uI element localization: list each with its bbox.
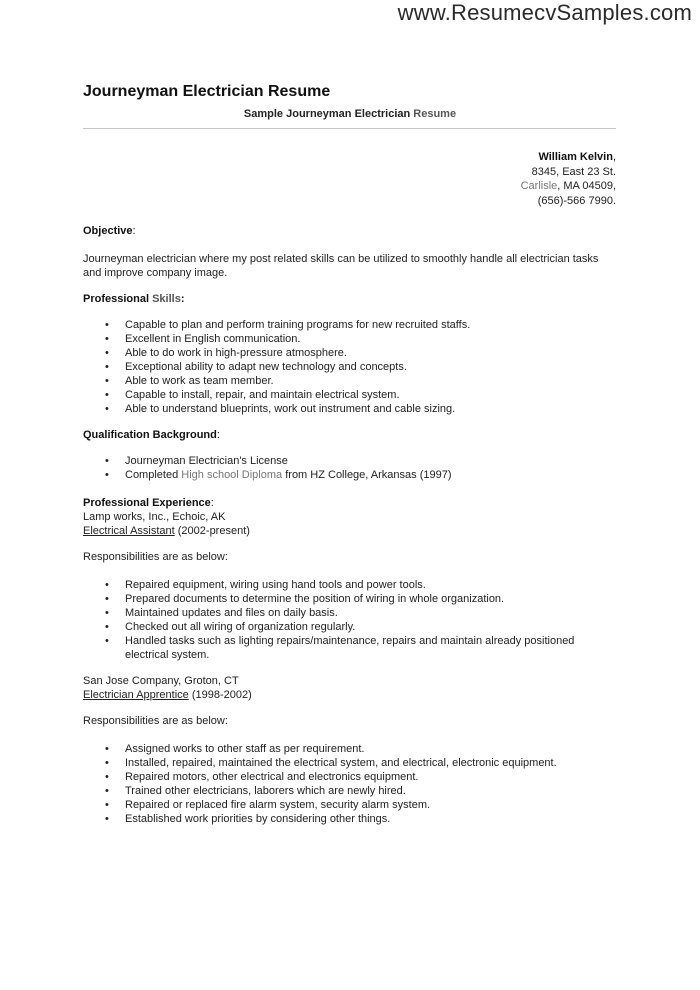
qualification-heading-colon: : xyxy=(216,429,220,441)
objective-heading xyxy=(83,224,616,238)
skills-heading xyxy=(83,292,616,306)
job1-responsibilities-label: Responsibilities are as below: xyxy=(83,551,228,563)
contact-block xyxy=(521,150,616,208)
qualification-heading xyxy=(83,428,616,442)
experience-heading-text: Professional Experience xyxy=(83,497,211,509)
objective-heading-text: Objective xyxy=(83,225,133,237)
list-item: • Trained other electricians, laborers which are newly hired. xyxy=(83,784,616,798)
header-divider xyxy=(83,128,616,129)
list-item: • Repaired equipment, wiring using hand tools and power tools. xyxy=(83,578,616,592)
list-item: • Maintained updates and files on daily basis. xyxy=(83,606,616,620)
list-item: • Established work priorities by considering other things. xyxy=(83,812,616,826)
list-item: • Repaired or replaced fire alarm system, security alarm system. xyxy=(83,798,616,812)
qualification-item2-post: from HZ College, Arkansas (1997) xyxy=(285,469,452,481)
list-item: • Checked out all wiring of organization regularly. xyxy=(83,620,616,634)
skills-heading-colon: : xyxy=(180,293,185,305)
list-item: • Capable to install, repair, and maintain electrical system. xyxy=(83,388,616,402)
contact-name: William Kelvin xyxy=(538,151,613,163)
resume-title: Journeyman Electrician Resume xyxy=(83,83,331,100)
list-item: • Excellent in English communication. xyxy=(83,332,616,346)
diploma-link[interactable]: High school Diploma xyxy=(181,469,283,481)
job2-responsibilities-list xyxy=(83,742,616,826)
job1-dates: (2002-present) xyxy=(177,525,250,537)
list-item: • Able to work as team member. xyxy=(83,374,616,388)
qualification-list xyxy=(83,454,616,482)
experience-heading-colon: : xyxy=(210,497,214,509)
job1-role-line xyxy=(83,524,616,538)
job2-role-line xyxy=(83,688,616,702)
contact-phone: (656)-566 7990. xyxy=(537,194,616,207)
list-item: • Installed, repaired, maintained the electrical system, and electrical, electronic equipment. xyxy=(83,756,616,770)
job1-role-link[interactable]: Electrical Assistant xyxy=(83,525,175,537)
skills-heading-a: Professional xyxy=(83,293,150,305)
job1-responsibilities-list xyxy=(83,578,616,662)
objective-text: Journeyman electrician where my post related skills can be utilized to smoothly handle all electrician tasks and improve company image. xyxy=(83,253,599,279)
list-item: • Journeyman Electrician's License xyxy=(83,454,616,468)
list-item xyxy=(83,468,616,482)
subtitle-main: Sample Journeyman Electrician xyxy=(243,108,411,120)
skills-list xyxy=(83,318,616,416)
job2-responsibilities-label: Responsibilities are as below: xyxy=(83,715,228,727)
list-item: • Exceptional ability to adapt new technology and concepts. xyxy=(83,360,616,374)
job2-dates: (1998-2002) xyxy=(191,689,252,701)
resume-body xyxy=(83,224,616,826)
job1-company: Lamp works, Inc., Echoic, AK xyxy=(83,511,226,523)
resume-subtitle xyxy=(0,108,700,120)
qualification-heading-text: Qualification Background xyxy=(83,429,217,441)
contact-address: 8345, East 23 St. xyxy=(531,165,616,178)
contact-state-zip: , MA 04509, xyxy=(557,180,616,193)
list-item: • Prepared documents to determine the position of wiring in whole organization. xyxy=(83,592,616,606)
list-item: • Capable to plan and perform training programs for new recruited staffs. xyxy=(83,318,616,332)
subtitle-tail: Resume xyxy=(413,108,457,120)
list-item: • Able to do work in high-pressure atmosphere. xyxy=(83,346,616,360)
list-item: • Repaired motors, other electrical and electronics equipment. xyxy=(83,770,616,784)
list-item: • Handled tasks such as lighting repairs/maintenance, repairs and maintain already positioned electrical system. xyxy=(83,634,616,662)
experience-heading xyxy=(83,496,616,510)
contact-name-comma: , xyxy=(612,151,616,163)
list-item: • Assigned works to other staff as per requirement. xyxy=(83,742,616,756)
contact-city: Carlisle xyxy=(520,180,558,193)
watermark-url: www.ResumecvSamples.com xyxy=(397,0,692,25)
skills-heading-b: Skills xyxy=(152,293,181,305)
job2-role-link[interactable]: Electrician Apprentice xyxy=(83,689,189,701)
list-item: • Able to understand blueprints, work out instrument and cable sizing. xyxy=(83,402,616,416)
qualification-item2-pre: Completed xyxy=(125,469,179,481)
objective-heading-colon: : xyxy=(132,225,136,237)
job2-company: San Jose Company, Groton, CT xyxy=(83,675,239,687)
